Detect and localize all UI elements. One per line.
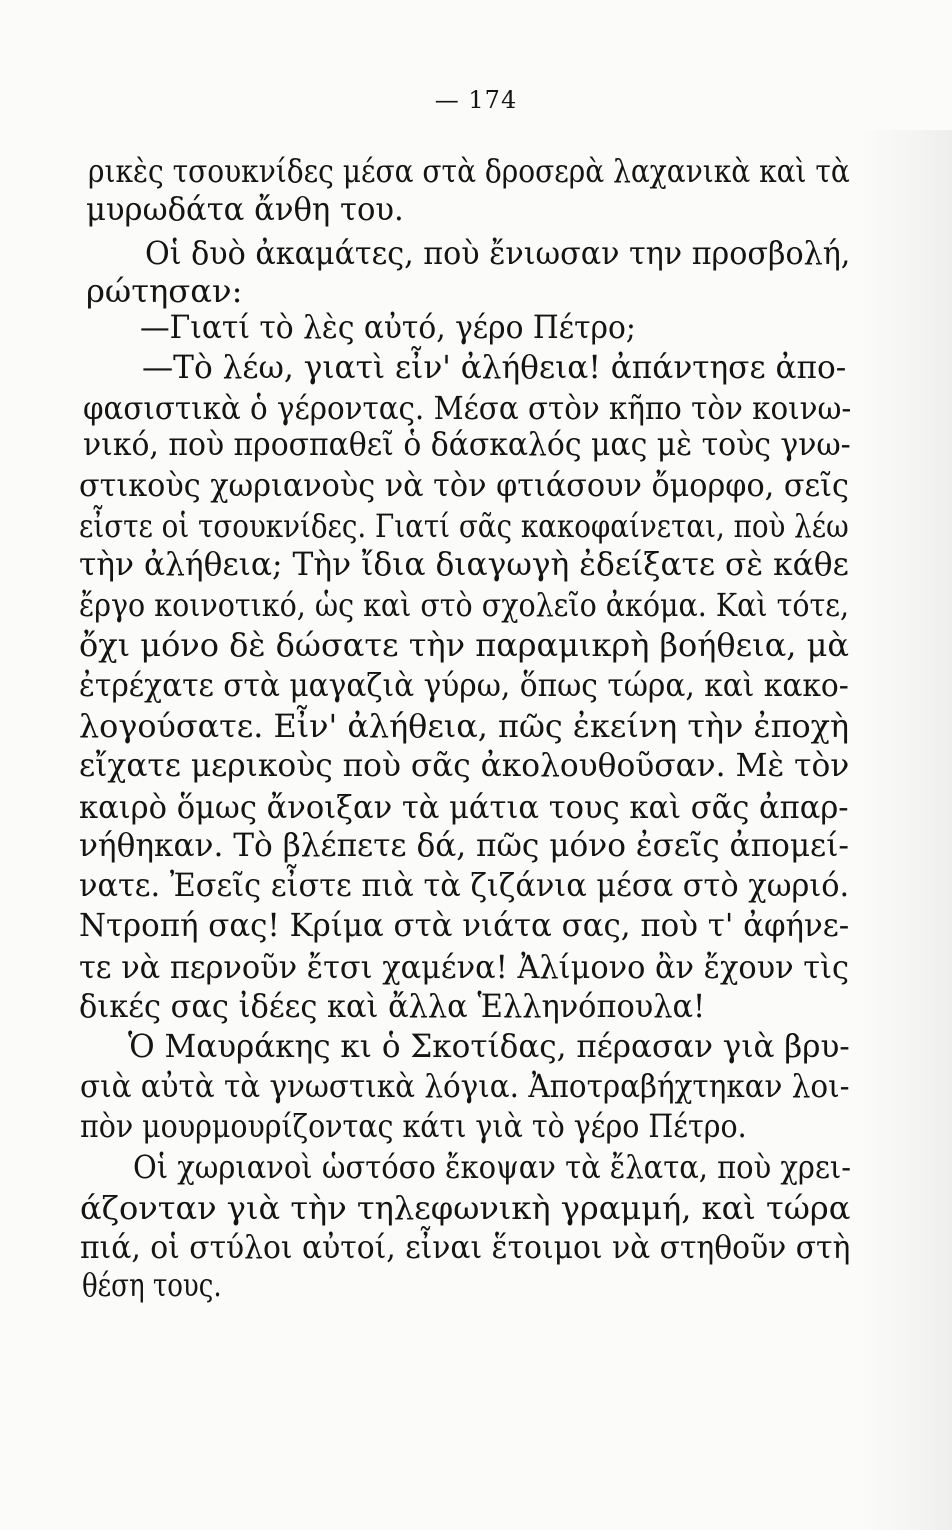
text-line-9: στικοὺς χωριανοὺς νὰ τὸν φτιάσουν ὄμορφο, σεῖς [79, 466, 849, 504]
text-line-26: Οἱ χωριανοὶ ὡστόσο ἔκοψαν τὰ ἔλατα, ποὺ χρει- [133, 1148, 852, 1186]
text-line-20: Ντροπή σας! Κρίμα στὰ νιάτα σας, ποὺ τ' ἀφήνε- [79, 906, 850, 944]
text-line-28: πιά, οἱ στύλοι αὐτοί, εἶναι ἕτοιμοι νὰ στηθοῦν στὴ [80, 1228, 851, 1266]
text-line-22: δικές σας ἰδέες καὶ ἄλλα Ἑλληνόπουλα! [79, 987, 706, 1025]
text-line-13: ὄχι μόνο δὲ δώσατε τὴν παραμικρὴ βοήθεια, μὰ [79, 626, 849, 664]
text-line-8: νικό, ποὺ προσπαθεῖ ὁ δάσκαλός μας μὲ τοὺς γνω- [83, 425, 851, 463]
bleed-through-shadow [860, 130, 952, 1530]
text-line-15: λογούσατε. Εἶν' ἀλήθεια, πῶς ἐκείνη τὴν ἐποχὴ [79, 707, 850, 745]
text-line-19: νατε. Ἐσεῖς εἶστε πιὰ τὰ ζιζάνια μέσα στὸ χωριό. [79, 866, 850, 904]
text-line-1: ρικὲς τσουκνίδες μέσα στὰ δροσερὰ λαχανικὰ καὶ τὰ [88, 152, 850, 190]
page-number: — 174 [434, 86, 518, 114]
text-line-12: ἔργο κοινοτικό, ὡς καὶ στὸ σχολεῖο ἀκόμα. Καὶ τότε, [79, 586, 850, 624]
text-line-29: θέση τους. [82, 1266, 222, 1304]
text-line-3: Οἱ δυὸ ἀκαμάτες, ποὺ ἔνιωσαν την προσβολή, [145, 234, 851, 272]
text-line-6: —Τὸ λέω, γιατὶ εἶν' ἀλήθεια! ἀπάντησε ἀπο- [142, 348, 847, 386]
text-line-7: φασιστικὰ ὁ γέροντας. Μέσα στὸν κῆπο τὸν κοινω- [83, 389, 852, 427]
text-line-25: πὸν μουρμουρίζοντας κάτι γιὰ τὸ γέρο Πέτρο. [80, 1107, 747, 1145]
text-line-24: σιὰ αὐτὰ τὰ γνωστικὰ λόγια. Ἀποτραβήχτηκαν λοι- [80, 1067, 850, 1105]
text-line-27: άζονταν γιὰ τὴν τηλεφωνικὴ γραμμή, καὶ τώρα [80, 1189, 851, 1227]
text-line-11: τὴν ἀλήθεια; Τὴν ἴδια διαγωγὴ ἐδείξατε σὲ κάθε [79, 545, 849, 583]
text-line-16: εἴχατε μερικοὺς ποὺ σᾶς ἀκολουθοῦσαν. Μὲ τὸν [79, 746, 850, 784]
text-line-5: —Γιατί τὸ λὲς αὐτό, γέρο Πέτρο; [140, 308, 636, 346]
text-line-4: ρώτησαν: [86, 272, 243, 310]
text-line-18: νήθηκαν. Τὸ βλέπετε δά, πῶς μόνο ἐσεῖς ἀπομεί- [79, 826, 849, 864]
text-line-14: ἐτρέχατε στὰ μαγαζιὰ γύρω, ὅπως τώρα, καὶ κακο- [79, 666, 849, 704]
text-line-21: τε νὰ περνοῦν ἔτσι χαμένα! Ἀλίμονο ἂν ἔχουν τὶς [79, 948, 850, 986]
text-line-2: μυρωδάτα ἄνθη του. [86, 190, 404, 228]
text-line-23: Ὁ Μαυράκης κι ὁ Σκοτίδας, πέρασαν γιὰ βρυ- [128, 1027, 850, 1065]
text-line-17: καιρὸ ὅμως ἄνοιξαν τὰ μάτια τους καὶ σᾶς ἀπαρ- [79, 788, 849, 826]
text-line-10: εἶστε οἱ τσουκνίδες. Γιατί σᾶς κακοφαίνεται, ποὺ λέω [79, 507, 849, 545]
